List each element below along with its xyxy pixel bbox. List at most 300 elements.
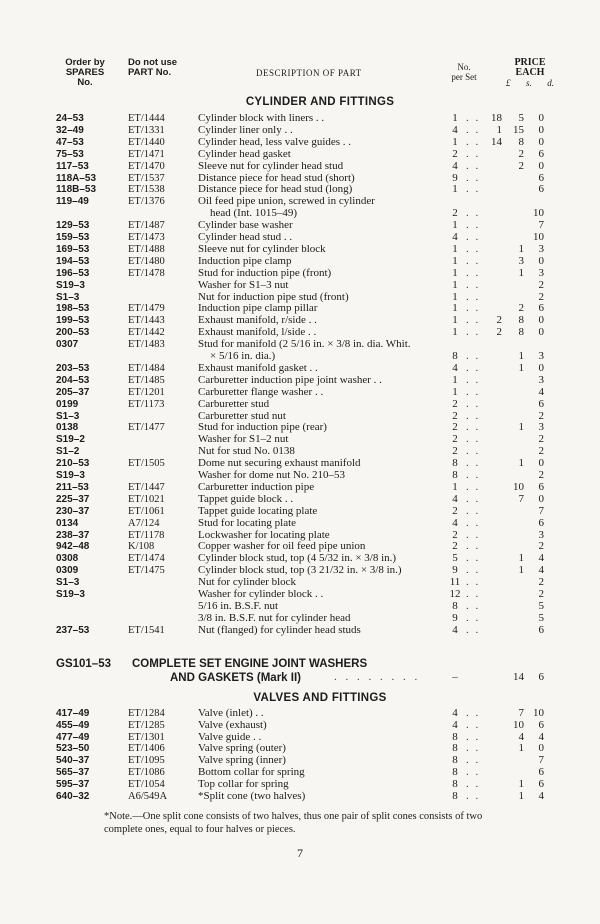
price-pence: 4 [538,730,544,743]
quantity-per-set: 4 [452,718,458,731]
part-description: Valve spring (outer) [198,742,286,755]
price-shillings: 1 [518,457,524,470]
quantity-per-set: 8 [452,766,458,778]
part-number: ET/1475 [128,565,165,577]
price-pence: 2 [538,588,544,600]
order-number: 0199 [56,398,79,410]
quantity-per-set: 1 [452,326,458,339]
quantity-per-set: 12 [449,588,461,600]
part-description: Stud for induction pipe (front) [198,266,332,279]
price-pounds: 14 [491,135,502,148]
leader-dots: . . [466,326,481,339]
quantity-per-set: 4 [452,492,458,505]
quantity-per-set: 1 [452,242,458,255]
price-pence: 3 [538,266,544,279]
part-number: ET/1541 [128,624,165,636]
part-number: ET/1284 [128,708,165,719]
leader-dots: . . [466,433,481,446]
part-number: ET/1376 [128,196,165,208]
part-description: Carburetter stud nut [198,409,286,422]
part-number: ET/1173 [128,398,165,410]
price-pence: 3 [538,528,544,541]
order-number: 24–53 [56,113,84,124]
quantity-per-set: 1 [452,254,458,267]
price-shillings: 10 [513,718,524,731]
price-pence: 0 [538,314,544,327]
header-order-by: Order by SPARES No. [65,57,105,88]
order-number: 198–53 [56,303,90,315]
table-row [0,149,600,160]
quantity-per-set: 1 [452,219,458,232]
order-number: 0309 [56,565,79,577]
price-shillings: 4 [518,730,524,743]
price-pence: 6 [538,397,544,410]
price-pence: 6 [538,766,544,778]
quantity-per-set: 8 [452,777,458,790]
leader-dots: . . [466,516,481,529]
price-pence: 0 [538,135,544,148]
part-description: Carburetter stud [198,397,270,410]
order-number: 640–32 [56,790,90,802]
order-number: 942–48 [56,541,90,553]
part-number: ET/1474 [128,553,165,565]
leader-dots: . . [466,397,481,410]
part-number: ET/1484 [128,362,165,374]
leader-dots: . . [466,254,481,267]
table-row [0,256,600,267]
order-number: 0138 [56,422,79,434]
price-pence: 10 [533,231,544,243]
part-number: ET/1061 [128,505,165,517]
table-row [0,506,600,517]
part-description: Copper washer for oil feed pipe union [198,540,366,553]
part-description: Carburetter induction pipe joint washer . . [198,373,382,386]
order-number: 196–53 [56,267,90,279]
part-description: Cylinder block stud, top (4 5/32 in. × 3/8 in.) [198,552,397,565]
table-row [0,732,600,743]
part-number: ET/1487 [128,220,165,232]
leader-dots: . . [466,777,481,790]
leader-dots: . . [466,576,481,589]
table-row [0,268,600,279]
quantity-per-set: 2 [452,421,458,434]
quantity-per-set: 1 [452,373,458,386]
leader-dots: . . [466,718,481,731]
order-number: 225–37 [56,493,90,505]
table-row [0,708,600,719]
order-number: 0308 [56,553,79,565]
leader-dots: . . [466,564,481,577]
order-number: S19–3 [56,589,85,600]
quantity-per-set: 2 [452,504,458,517]
price-pence: 3 [538,421,544,434]
order-number: 47–53 [56,136,84,148]
quantity-per-set: 2 [452,207,458,220]
quantity-per-set: 8 [452,730,458,743]
header-description: DESCRIPTION OF PART [256,68,362,78]
part-number: ET/1440 [128,136,165,148]
order-number: 205–37 [56,386,90,398]
price-pence: 0 [538,123,544,136]
leader-dots: . . [466,219,481,232]
leader-dots: . . [466,242,481,255]
quantity-per-set: 1 [452,135,458,148]
price-pence: 2 [538,445,544,458]
order-number: 203–53 [56,362,90,374]
part-description: Sleeve nut for cylinder head stud [198,159,344,172]
part-description: Nut for induction pipe stud (front) [198,290,349,303]
order-number: S1–3 [56,291,80,303]
part-number: ET/1021 [128,493,165,505]
quantity-per-set: 4 [452,707,458,719]
leader-dots: . . [466,159,481,172]
part-description: × 5/16 in. dia.) [210,350,276,362]
price-pence: 6 [538,480,544,493]
leader-dots: . . [466,112,481,124]
order-number: 199–53 [56,315,90,327]
part-description: Washer for cylinder block . . [198,588,324,600]
order-number: 119–49 [56,196,89,208]
price-pence: 3 [538,373,544,386]
leader-dots: . . [466,599,481,612]
table-row [0,375,600,386]
price-pence: 0 [538,326,544,339]
price-shillings: 10 [513,480,524,493]
part-description: Exhaust manifold, l/side . . [198,326,317,339]
order-number: 565–37 [56,767,90,778]
table-row [0,541,600,552]
order-number: 129–53 [56,220,90,232]
price-pence: 6 [538,777,544,790]
part-description: Distance piece for head stud (long) [198,183,353,196]
part-number: ET/1473 [128,232,165,243]
order-number: S19–3 [56,279,85,291]
part-description: Exhaust manifold, r/side . . [198,314,317,327]
leader-dots: . . [466,147,481,160]
leader-dots: . . [466,588,481,600]
table-row [0,292,600,303]
price-shillings: 3 [518,254,524,267]
order-number: 210–53 [56,458,90,470]
price-shillings: 1 [518,242,524,255]
part-number: ET/1442 [128,327,165,339]
quantity-per-set: 1 [452,302,458,315]
leader-dots: . . [466,421,481,434]
quantity-per-set: 2 [452,528,458,541]
quantity-per-set: 9 [452,171,458,184]
table-row [0,303,600,314]
part-number: ET/1480 [128,255,165,267]
price-shillings: 1 [518,742,524,755]
price-pence: 5 [538,611,544,624]
table-row [0,315,600,326]
table-row [0,720,600,731]
part-number: ET/1470 [128,160,165,172]
table-row [0,339,600,350]
leader-dots: . . [466,528,481,541]
order-number: 455–49 [56,719,90,731]
table-row [0,411,600,422]
price-shillings: 15 [513,123,524,136]
order-number: 118B–53 [56,184,97,196]
leader-dots: . . [466,445,481,458]
leader-dots: . . [466,623,481,636]
order-number: 194–53 [56,255,90,267]
table-row [0,446,600,457]
quantity-per-set: 1 [452,314,458,327]
price-pounds: 2 [496,314,502,327]
price-shillings: 1 [518,777,524,790]
table-row [0,173,600,184]
table-row [0,208,600,219]
order-number: 75–53 [56,148,84,160]
part-number: ET/1178 [128,529,165,541]
quantity-per-set: 2 [452,540,458,553]
price-pence: 10 [533,207,544,220]
price-pence: 4 [538,552,544,565]
quantity-per-set: 4 [452,361,458,374]
quantity-per-set: 9 [452,564,458,577]
table-row [0,232,600,243]
complete-set-title-1: COMPLETE SET ENGINE JOINT WASHERS [132,658,368,670]
price-pence: 7 [538,219,544,232]
table-row [0,422,600,433]
table-row [0,779,600,790]
order-number: S1–3 [56,577,80,589]
part-number: ET/1479 [128,303,165,315]
table-row [0,399,600,410]
part-description: Stud for locating plate [198,516,297,529]
part-number: ET/1444 [128,113,165,124]
leader-dots: . . [466,231,481,243]
quantity-per-set: 9 [452,611,458,624]
complete-set-title-2: AND GASKETS (Mark II) [170,672,301,684]
price-pence: 2 [538,433,544,446]
part-number: ET/1505 [128,458,165,470]
quantity-per-set: 8 [452,789,458,802]
leader-dots: . . [466,409,481,422]
part-description: Washer for S1–2 nut [198,433,289,446]
price-shillings: 2 [518,159,524,172]
table-row [0,553,600,564]
quantity-per-set: 2 [452,433,458,446]
price-pence: 0 [538,361,544,374]
order-number: S1–3 [56,410,80,422]
price-shillings: 1 [518,361,524,374]
order-number: 417–49 [56,708,90,719]
quantity-per-set: 4 [452,231,458,243]
leader-dots: . . [466,314,481,327]
leader-dots: . . [466,480,481,493]
leader-dots: . . [466,278,481,291]
leader-dots: . . [466,350,481,362]
price-shillings: 1 [518,421,524,434]
part-number: ET/1331 [128,124,165,136]
order-number: 118A–53 [56,172,97,184]
part-description: 5/16 in. B.S.F. nut [198,599,279,612]
complete-set-qty: – [452,671,458,683]
part-number: ET/1054 [128,778,165,790]
table-row [0,565,600,576]
quantity-per-set: 1 [452,385,458,398]
price-pence: 7 [538,754,544,767]
part-number: ET/1095 [128,755,165,767]
part-number: K/108 [128,541,155,553]
part-description: Lockwasher for locating plate [198,528,330,541]
table-row [0,161,600,172]
part-description: Stud for induction pipe (rear) [198,421,327,434]
table-row [0,363,600,374]
part-description: Cylinder liner only . . [198,123,293,136]
part-description: Dome nut securing exhaust manifold [198,457,361,470]
order-number: S1–2 [56,446,80,458]
order-number: 540–37 [56,755,90,767]
quantity-per-set: 8 [452,599,458,612]
table-row [0,601,600,612]
part-description: Induction pipe clamp pillar [198,302,318,315]
quantity-per-set: 5 [452,552,458,565]
part-description: Distance piece for head stud (short) [198,171,355,184]
table-row [0,613,600,624]
table-row [0,530,600,541]
part-number: ET/1538 [128,184,165,196]
quantity-per-set: 8 [452,457,458,470]
price-shillings: 1 [518,266,524,279]
leader-dots: . . [466,123,481,136]
price-pence: 2 [538,469,544,481]
price-pence: 4 [538,564,544,577]
price-pence: 2 [538,278,544,291]
section-title-valves: VALVES AND FITTINGS [253,692,387,704]
part-number: ET/1488 [128,243,165,255]
part-description: Nut for stud No. 0138 [198,445,295,458]
order-number: 595–37 [56,778,90,790]
complete-set-price-row [0,672,600,683]
leader-dots: . . [466,302,481,315]
table-row [0,184,600,195]
part-description: Washer for S1–3 nut [198,278,289,291]
table-row [0,743,600,754]
part-number: A6/549A [128,790,168,802]
price-pence: 3 [538,242,544,255]
table-row [0,280,600,291]
table-row [0,470,600,481]
price-shillings: 7 [518,492,524,505]
price-pounds: 18 [491,112,502,124]
leader-dots: . . [466,290,481,303]
leader-dots: . . [466,266,481,279]
price-pounds: 1 [496,123,502,136]
table-row [0,791,600,802]
leader-dots: . . [466,492,481,505]
leader-dots: . . [466,730,481,743]
price-pence: 0 [538,492,544,505]
price-shillings: 8 [518,314,524,327]
leader-dots: . . [466,504,481,517]
part-description: Nut (flanged) for cylinder head studs [198,623,361,636]
quantity-per-set: 1 [452,266,458,279]
split-cone-note: *Note.—One split cone consists of two halves, thus one pair of split cones consists of two complete ones, equal to four halves or pieces. [104,811,483,835]
part-description: Cylinder block stud, top (3 21/32 in. × 3/8 in.) [198,564,402,577]
part-description: Tappet guide block . . [198,492,294,505]
price-shillings: 1 [518,350,524,362]
part-description: Exhaust manifold gasket . . [198,361,318,374]
order-number: 32–49 [56,124,84,136]
part-description: Cylinder head stud . . [198,231,293,243]
table-row [0,494,600,505]
leader-dots: . . [466,373,481,386]
part-description: head (Int. 1015–49) [210,207,298,220]
order-number: 0307 [56,339,79,351]
leader-dots: . . [466,742,481,755]
part-number: ET/1086 [128,767,165,778]
part-description: Nut for cylinder block [198,576,297,589]
quantity-per-set: 4 [452,123,458,136]
order-number: 169–53 [56,243,90,255]
part-description: Carburetter flange washer . . [198,385,324,398]
part-number: ET/1443 [128,315,165,327]
table-row [0,387,600,398]
complete-set-pence: 6 [538,671,544,683]
part-number: ET/1485 [128,374,165,386]
part-number: ET/1285 [128,719,165,731]
price-pence: 6 [538,171,544,184]
part-description: Valve guide . . [198,730,262,743]
part-description: *Split cone (two halves) [198,789,306,802]
table-row [0,434,600,445]
table-row [0,482,600,493]
quantity-per-set: 2 [452,397,458,410]
table-row [0,755,600,766]
table-row [0,458,600,469]
leader-dots: . . [466,789,481,802]
price-shillings: 5 [518,112,524,124]
leader-dots: . . [466,766,481,778]
part-description: Top collar for spring [198,777,289,790]
part-number: A7/124 [128,517,160,529]
part-description: Tappet guide locating plate [198,504,318,517]
price-shillings: 1 [518,564,524,577]
table-row [0,518,600,529]
quantity-per-set: 1 [452,278,458,291]
quantity-per-set: 11 [449,576,461,589]
leader-dots: . . [466,469,481,481]
part-number: ET/1477 [128,422,165,434]
price-shillings: 1 [518,789,524,802]
price-pence: 4 [538,385,544,398]
table-row [0,767,600,778]
part-description: Valve (inlet) . . [198,707,264,719]
price-pence: 6 [538,623,544,636]
quantity-per-set: 4 [452,623,458,636]
part-description: Cylinder head gasket [198,147,291,160]
leader-dots: . . [466,183,481,196]
order-number: 477–49 [56,731,90,743]
header-no-per-set: No. per Set [451,62,477,82]
order-number: 523–50 [56,743,90,755]
part-description: Sleeve nut for cylinder block [198,242,326,255]
price-pence: 6 [538,183,544,196]
order-number: 0134 [56,517,79,529]
order-number: 200–53 [56,327,90,339]
price-pence: 4 [538,789,544,802]
leader-dots: . . . . . . . . [334,672,421,683]
part-number: ET/1483 [128,339,165,351]
table-row [0,625,600,636]
price-pence: 0 [538,742,544,755]
price-pence: 6 [538,516,544,529]
price-pounds: 2 [496,326,502,339]
